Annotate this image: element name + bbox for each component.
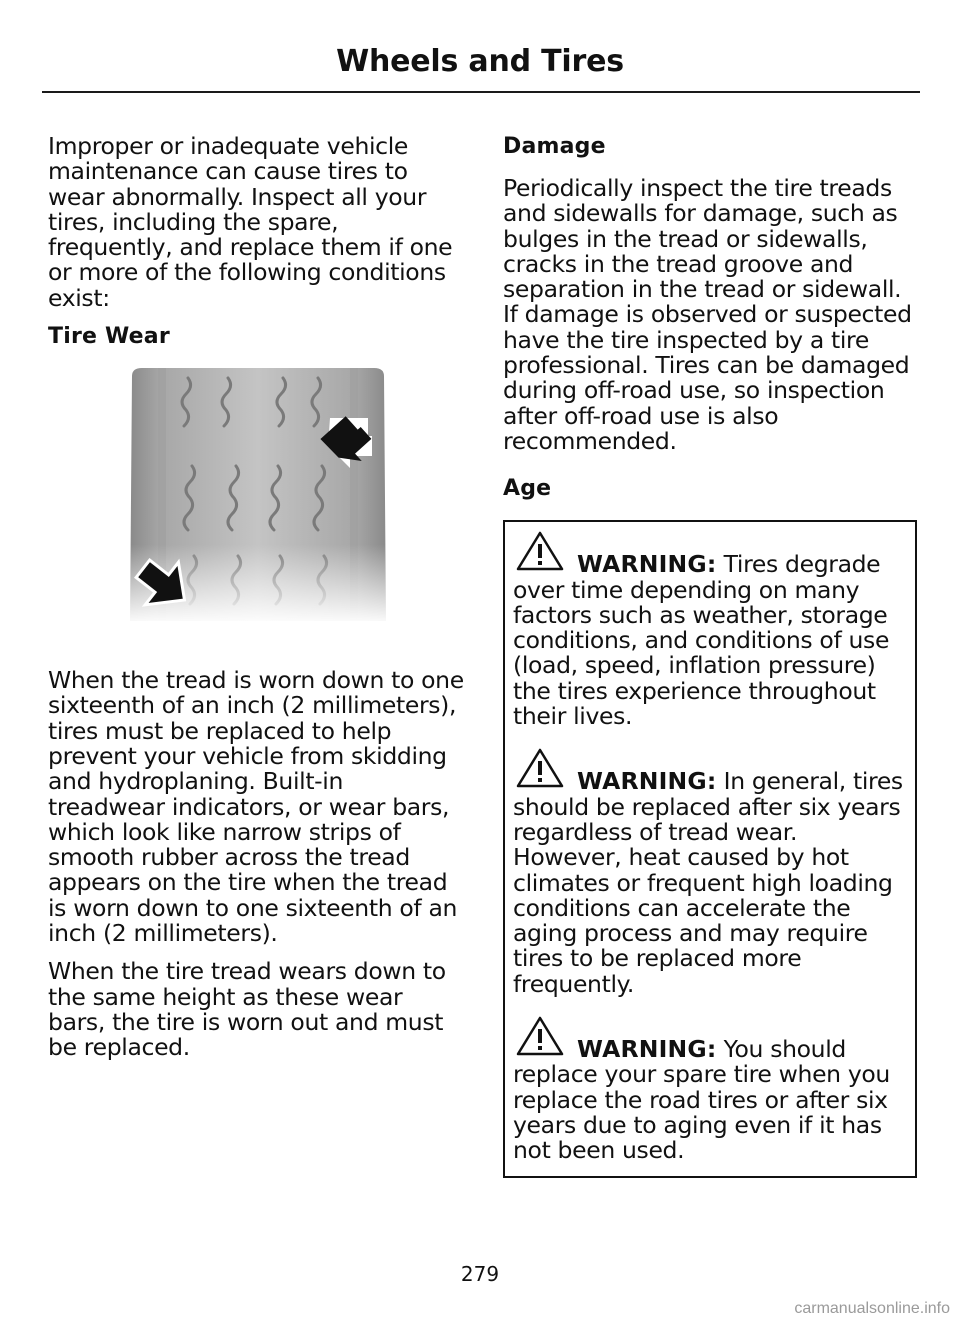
warning-triangle-icon [515, 530, 565, 572]
tire-tread-image [118, 366, 398, 621]
right-column [503, 134, 917, 1178]
warning-paragraph [513, 552, 907, 729]
damage-paragraph: Periodically inspect the tire treads and sidewalls for damage, such as bulges in the tread or sidewalls, cracks in the tread groove and separation in the tread or sidewall. If damage is observed or suspected have the tire inspected by a tire professional. Tires can be damaged during off-road use, so inspection after off-road use is also recommended. [503, 174, 912, 455]
page-number: 279 [460, 1262, 500, 1286]
watermark-text: carmanualsonline.info [794, 1300, 950, 1317]
intro-paragraph: Improper or inadequate vehicle maintenance can cause tires to wear abnormally. Inspect all your tires, including the spare, frequently, and replace them if one or more of the following conditions exist: [48, 132, 453, 312]
tread-depth-paragraph: When the tread is worn down to one sixteenth of an inch (2 millimeters), tires must be replaced to help prevent your vehicle from skidding and hydroplaning. Built-in treadwear indicators, or wear bars, which look like narrow strips of smooth rubber across the tread appears on the tire when the tread is worn down to one sixteenth of an inch (2 millimeters). [48, 666, 464, 948]
warning-text: In general, tires should be replaced after six years regardless of tread wear. However, heat caused by hot climates or frequent high loading conditions can accelerate the aging process and may require tires to be replaced more frequently. [513, 767, 903, 998]
warning-box [503, 520, 917, 1177]
title-divider [42, 91, 920, 93]
wear-bars-paragraph: When the tire tread wears down to the same height as these wear bars, the tire is worn out and must be replaced. [48, 957, 446, 1062]
damage-heading: Damage [503, 134, 606, 159]
tire-tread-illustration [48, 366, 464, 636]
warning-paragraph [513, 1037, 907, 1163]
warning-label: WARNING: [577, 767, 717, 796]
age-heading: Age [503, 476, 552, 502]
warning-paragraph [513, 769, 907, 997]
warning-label: WARNING: [577, 1035, 717, 1064]
warning-label: WARNING: [577, 550, 717, 579]
warning-triangle-icon [515, 747, 565, 789]
warning-triangle-icon [515, 1015, 565, 1057]
tire-wear-heading: Tire Wear [48, 324, 170, 350]
warning-text: Tires degrade over time depending on many factors such as weather, storage conditions, and conditions of use (load, speed, inflation pressure) the tires experience throughout their lives. [513, 550, 890, 731]
warning-text: You should replace your spare tire when you replace the road tires or after six years due to aging even if it has not been used. [513, 1035, 890, 1165]
page-title: Wheels and Tires [336, 44, 624, 79]
left-column [48, 134, 464, 1074]
